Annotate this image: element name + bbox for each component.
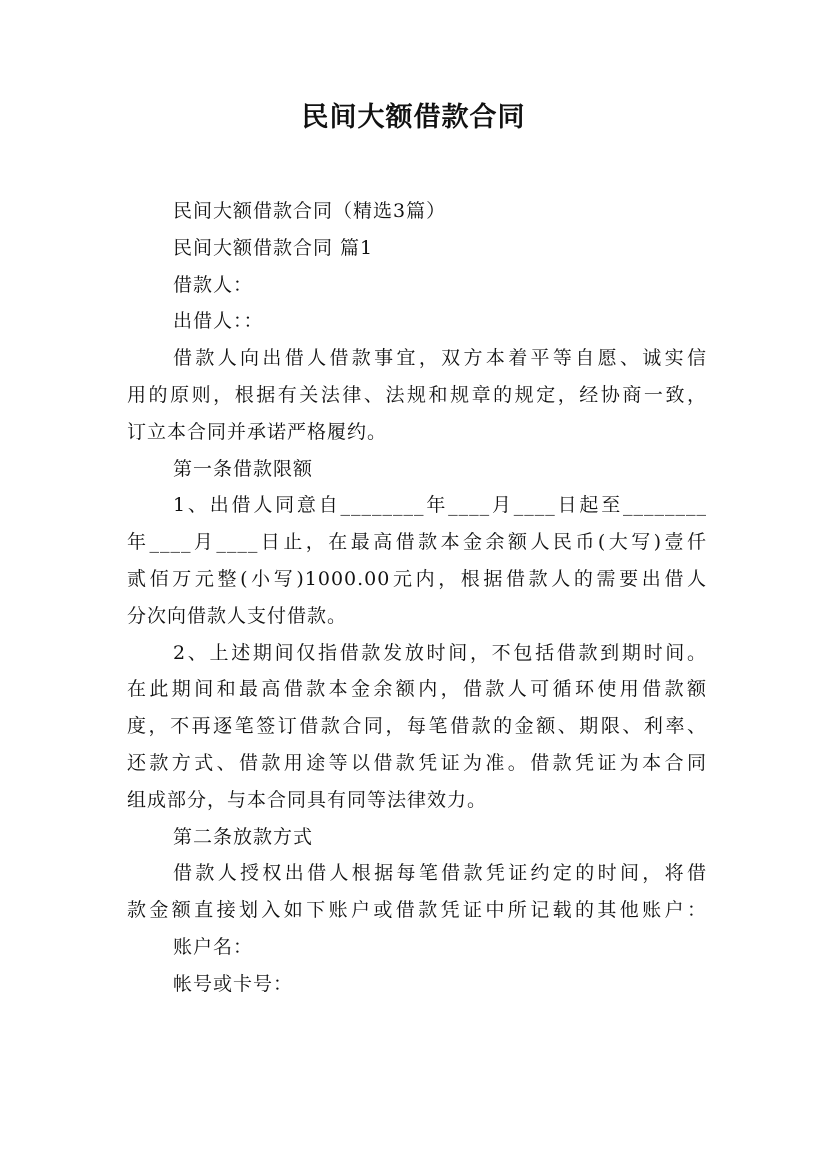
paragraph-line: 年____月____日止，在最高借款本金余额人民币(大写)壹仟 <box>127 531 707 554</box>
account-number-field: 帐号或卡号： <box>173 972 294 995</box>
paragraph-line: 组成部分，与本合同具有同等法律效力。 <box>127 788 488 811</box>
section-heading: 民间大额借款合同 篇1 <box>173 236 374 259</box>
paragraph-line: 在此期间和最高借款本金余额内，借款人可循环使用借款额 <box>127 678 707 701</box>
article-heading: 第一条借款限额 <box>173 457 314 480</box>
paragraph-line: 分次向借款人支付借款。 <box>127 604 348 627</box>
paragraph-line: 借款人向出借人借款事宜，双方本着平等自愿、诚实信 <box>173 347 707 370</box>
paragraph-line: 1、出借人同意自________年____月____日起至________ <box>173 494 707 517</box>
borrower-field: 借款人： <box>173 273 254 296</box>
article-heading: 第二条放款方式 <box>173 825 314 848</box>
lender-field: 出借人：： <box>173 310 264 333</box>
paragraph-line: 度，不再逐笔签订借款合同，每笔借款的金额、期限、利率、 <box>127 715 707 738</box>
paragraph-line: 2、上述期间仅指借款发放时间，不包括借款到期时间。 <box>173 641 707 664</box>
document-body <box>127 193 707 1003</box>
paragraph-line: 还款方式、借款用途等以借款凭证为准。借款凭证为本合同 <box>127 751 707 774</box>
paragraph-line: 借款人授权出借人根据每笔借款凭证约定的时间，将借 <box>173 862 707 885</box>
account-name-field: 账户名： <box>173 935 254 958</box>
paragraph-line: 贰佰万元整(小写)1000.00元内，根据借款人的需要出借人 <box>127 567 707 590</box>
document-title: 民间大额借款合同 <box>301 102 526 133</box>
paragraph-line: 订立本合同并承诺严格履约。 <box>127 420 388 443</box>
paragraph-line: 款金额直接划入如下账户或借款凭证中所记载的其他账户： <box>127 899 707 922</box>
subtitle-line: 民间大额借款合同（精选3篇） <box>173 200 447 222</box>
paragraph-line: 用的原则，根据有关法律、法规和规章的规定，经协商一致， <box>127 383 707 406</box>
